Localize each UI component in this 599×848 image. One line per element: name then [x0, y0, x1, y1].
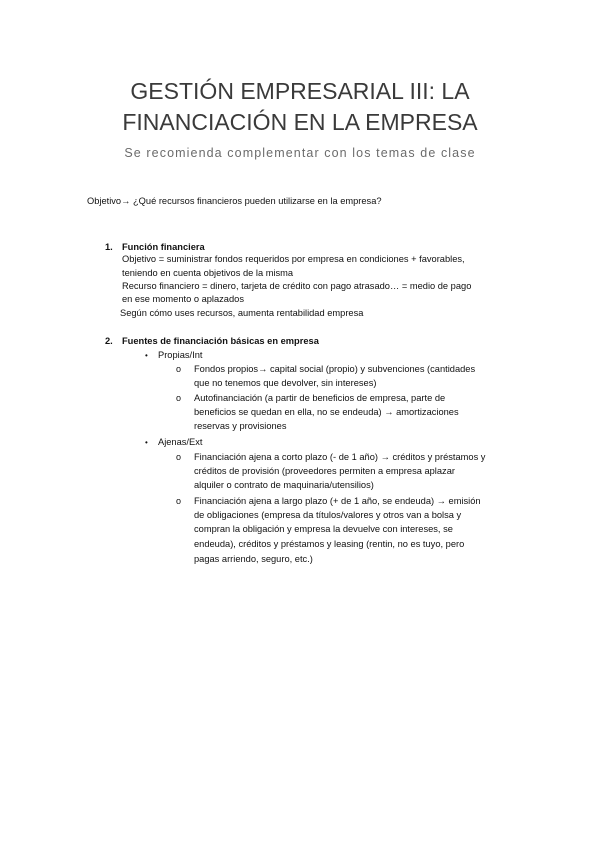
title-line-2: FINANCIACIÓN EN LA EMPRESA	[122, 109, 478, 135]
section-2-heading: Fuentes de financiación básicas en empresa	[122, 336, 319, 346]
item-corto-plazo-line-1: Financiación ajena a corto plazo (- de 1 año) → créditos y préstamos y	[194, 452, 486, 462]
item-fondos-propios-line-1: Fondos propios→ capital social (propio) y subvenciones (cantidades	[194, 364, 476, 374]
circle-bullet-icon: o	[176, 452, 182, 462]
item-largo-plazo-line-1: Financiación ajena a largo plazo (+ de 1 año, se endeuda) → emisión	[194, 496, 481, 506]
group-ajenas-label: Ajenas/Ext	[158, 437, 203, 447]
section-1-line-3: Recurso financiero = dinero, tarjeta de crédito con pago atrasado… = medio de pago	[122, 281, 472, 291]
section-1-line-1: Objetivo = suministrar fondos requeridos por empresa en condiciones + favorables,	[122, 254, 465, 264]
circle-bullet-icon: o	[176, 496, 182, 506]
item-corto-plazo-line-3: alquiler o contrato de maquinaria/utensilios)	[194, 480, 374, 490]
section-1-heading: Función financiera	[122, 242, 205, 252]
objective-line: Objetivo→ ¿Qué recursos financieros pueden utilizarse en la empresa?	[87, 196, 382, 206]
item-fondos-propios-line-2: que no tenemos que devolver, sin intereses)	[194, 378, 377, 388]
item-largo-plazo-line-3: compran la obligación y empresa la devuelve con intereses, se	[194, 524, 453, 534]
item-largo-plazo-line-5: pagas arriendo, seguro, etc.)	[194, 554, 313, 564]
item-autofinanciacion-line-1: Autofinanciación (a partir de beneficios de empresa, parte de	[194, 393, 446, 403]
section-1-line-4: en ese momento o aplazados	[122, 294, 244, 304]
section-1-line-2: teniendo en cuenta objetivos de la misma	[122, 268, 294, 278]
title-line-1: GESTIÓN EMPRESARIAL III: LA	[130, 78, 470, 104]
item-corto-plazo-line-2: créditos de provisión (proveedores permiten a empresa aplazar	[194, 466, 455, 476]
item-largo-plazo-line-2: de obligaciones (empresa da títulos/valores y otros van a bolsa y	[194, 510, 462, 520]
group-propias-label: Propias/Int	[158, 350, 203, 360]
circle-bullet-icon: o	[176, 393, 182, 403]
item-autofinanciacion-line-2: beneficios se quedan en ella, no se endeuda) → amortizaciones	[194, 407, 459, 417]
section-1-line-5: Según cómo uses recursos, aumenta rentabilidad empresa	[120, 308, 364, 318]
page-subtitle: Se recomienda complementar con los temas de clase	[124, 146, 476, 160]
section-1-number: 1.	[105, 242, 113, 252]
section-2-number: 2.	[105, 336, 113, 346]
bullet-icon: •	[145, 351, 148, 360]
circle-bullet-icon: o	[176, 364, 182, 374]
bullet-icon: •	[145, 438, 148, 447]
item-autofinanciacion-line-3: reservas y provisiones	[194, 421, 287, 431]
page-title	[40, 76, 560, 138]
item-largo-plazo-line-4: endeuda), créditos y préstamos y leasing (rentin, no es tuyo, pero	[194, 539, 465, 549]
